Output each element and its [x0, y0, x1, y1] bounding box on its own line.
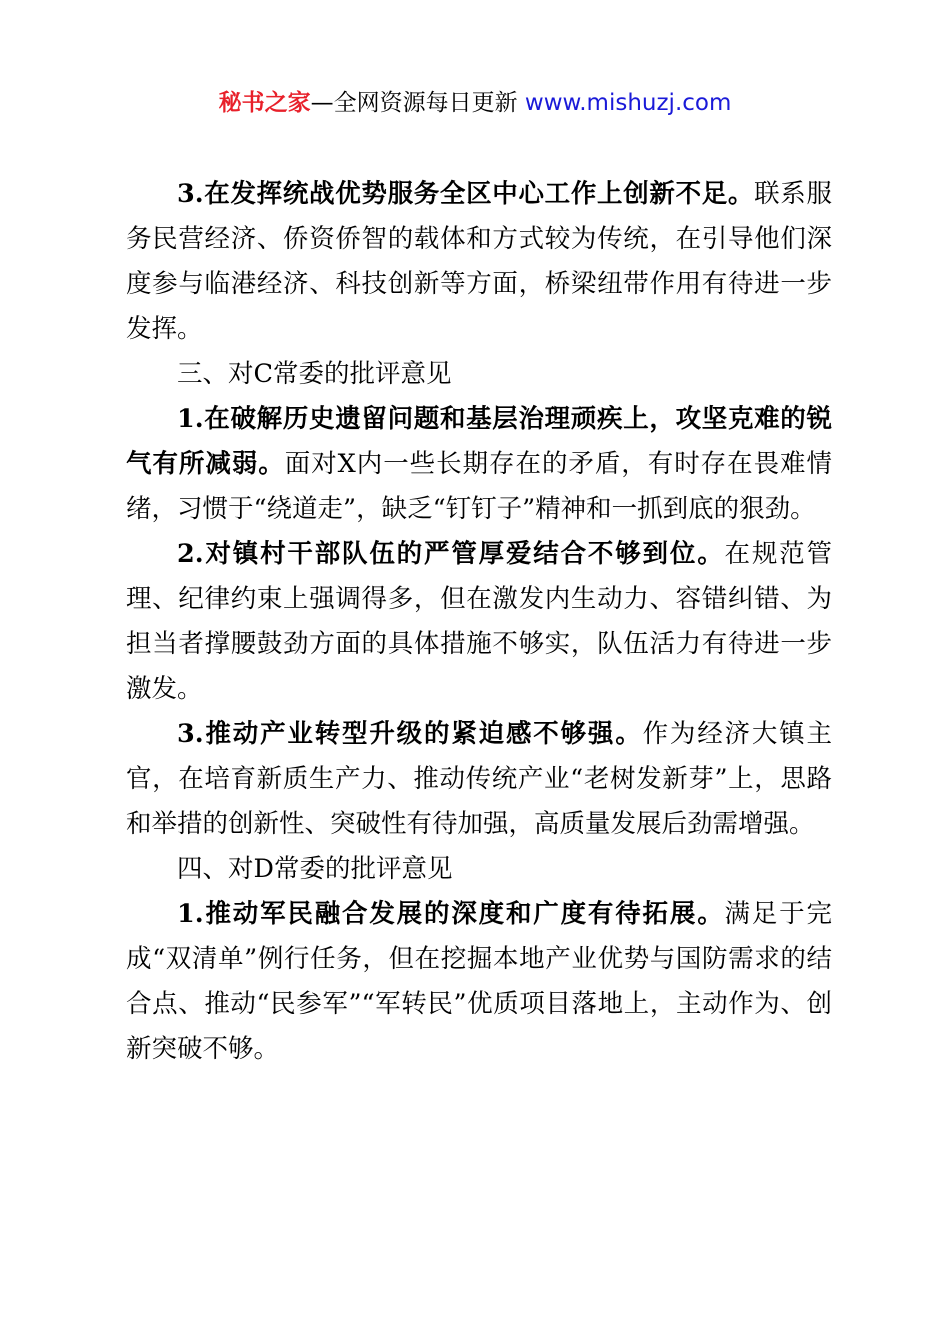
- section-heading: 四、对D常委的批评意见: [177, 854, 453, 884]
- item-lead: 推动产业转型升级的紧迫感不够强。: [203, 719, 643, 749]
- item-body: 联系服务民营经济、侨资侨智的载体和方式较为传统，在引导他们深度参与临港经济、科技创新等方面，桥梁纽带作用有待进一步发挥。: [126, 179, 832, 344]
- banner-slogan: —全网资源每日更新: [310, 90, 525, 116]
- item-lead: 推动军民融合发展的深度和广度有待拓展。: [203, 899, 725, 929]
- item-body: 作为经济大镇主官，在培育新质生产力、推动传统产业“老树发新芽”上，思路和举措的创新性、突破性有待加强，高质量发展后劲需增强。: [126, 719, 832, 839]
- item-number: 2.: [177, 539, 204, 569]
- item-body: 满足于完成“双清单”例行任务，但在挖掘本地产业优势与国防需求的结合点、推动“民参军”“军转民”优质项目落地上，主动作为、创新突破不够。: [126, 899, 832, 1064]
- item-lead: 在发挥统战优势服务全区中心工作上创新不足。: [203, 179, 755, 209]
- section-heading: 三、对C常委的批评意见: [177, 359, 452, 389]
- list-item: [126, 892, 832, 1072]
- document-body: [126, 172, 832, 1072]
- site-banner: [0, 86, 950, 120]
- list-item: [126, 532, 832, 712]
- item-number: 3.: [177, 179, 204, 209]
- item-lead: 对镇村干部队伍的严管厚爱结合不够到位。: [203, 539, 725, 569]
- site-url-link[interactable]: www.mishuzj.com: [524, 90, 732, 116]
- list-item: [126, 712, 832, 847]
- list-item: [126, 172, 832, 352]
- item-number: 1.: [177, 899, 204, 929]
- brand-name: 秘书之家: [218, 90, 311, 116]
- list-item: [126, 397, 832, 532]
- item-body: 在规范管理、纪律约束上强调得多，但在激发内生动力、容错纠错、为担当者撑腰鼓劲方面的具体措施不够实，队伍活力有待进一步激发。: [126, 539, 832, 704]
- item-body: 面对X内一些长期存在的矛盾，有时存在畏难情绪，习惯于“绕道走”，缺乏“钉钉子”精神和一抓到底的狠劲。: [126, 449, 832, 524]
- item-number: 3.: [177, 719, 204, 749]
- item-lead: 在破解历史遗留问题和基层治理顽疾上，攻坚克难的锐气有所减弱。: [126, 404, 832, 479]
- item-number: 1.: [177, 404, 204, 434]
